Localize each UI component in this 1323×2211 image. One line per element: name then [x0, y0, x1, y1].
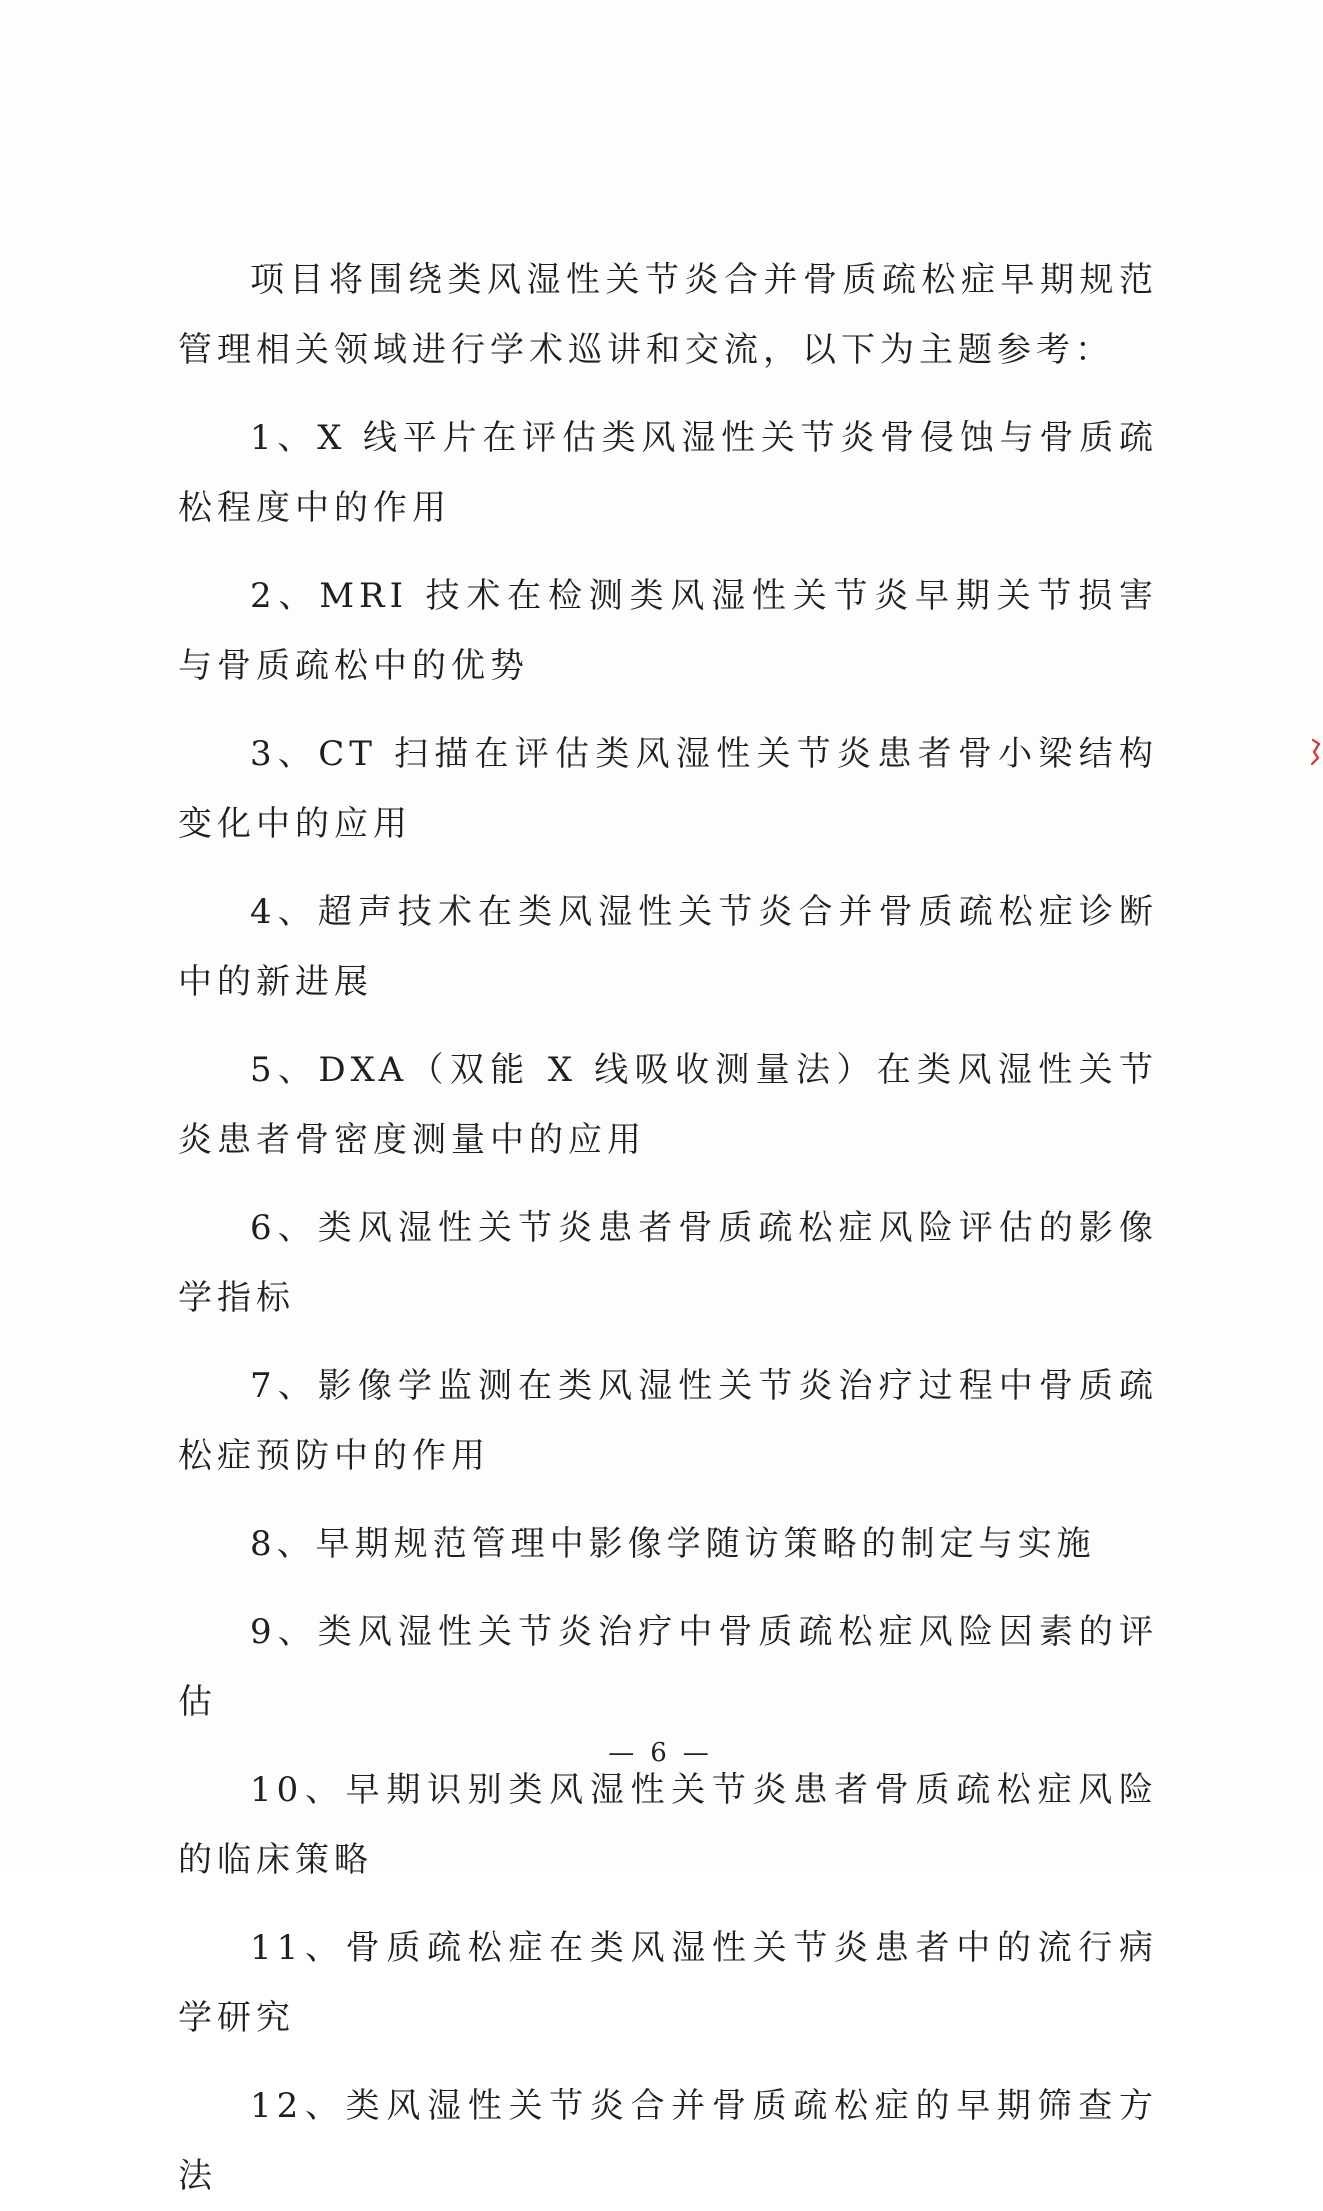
topic-item-7: 7、影像学监测在类风湿性关节炎治疗过程中骨质疏松症预防中的作用 — [178, 1366, 1158, 1476]
topic-item-6: 6、类风湿性关节炎患者骨质疏松症风险评估的影像学指标 — [178, 1208, 1158, 1318]
intro-paragraph: 项目将围绕类风湿性关节炎合并骨质疏松症早期规范管理相关领域进行学术巡讲和交流，以下为主题参考： — [178, 260, 1158, 370]
topic-item-5: 5、DXA（双能 X 线吸收测量法）在类风湿性关节炎患者骨密度测量中的应用 — [178, 1050, 1158, 1160]
topic-item-2: 2、MRI 技术在检测类风湿性关节炎早期关节损害与骨质疏松中的优势 — [178, 576, 1158, 686]
page-footer — [0, 1738, 1323, 1768]
topic-item-4: 4、超声技术在类风湿性关节炎合并骨质疏松症诊断中的新进展 — [178, 892, 1158, 1002]
topic-item-8: 8、早期规范管理中影像学随访策略的制定与实施 — [250, 1524, 1096, 1564]
page-number: 6 — [650, 1738, 673, 1768]
stamp-edge-mark-icon — [1311, 738, 1321, 766]
topic-item-11: 11、骨质疏松症在类风湿性关节炎患者中的流行病学研究 — [178, 1928, 1158, 2038]
footer-dash-left: — — [608, 1738, 641, 1768]
topic-item-12: 12、类风湿性关节炎合并骨质疏松症的早期筛查方法 — [178, 2086, 1158, 2196]
topic-item-3: 3、CT 扫描在评估类风湿性关节炎患者骨小梁结构变化中的应用 — [178, 734, 1158, 844]
footer-dash-right: — — [682, 1738, 715, 1768]
document-body — [178, 245, 1158, 2211]
topic-item-1: 1、X 线平片在评估类风湿性关节炎骨侵蚀与骨质疏松程度中的作用 — [178, 418, 1158, 528]
topic-item-10: 10、早期识别类风湿性关节炎患者骨质疏松症风险的临床策略 — [178, 1770, 1158, 1880]
topic-item-9: 9、类风湿性关节炎治疗中骨质疏松症风险因素的评估 — [178, 1612, 1158, 1722]
